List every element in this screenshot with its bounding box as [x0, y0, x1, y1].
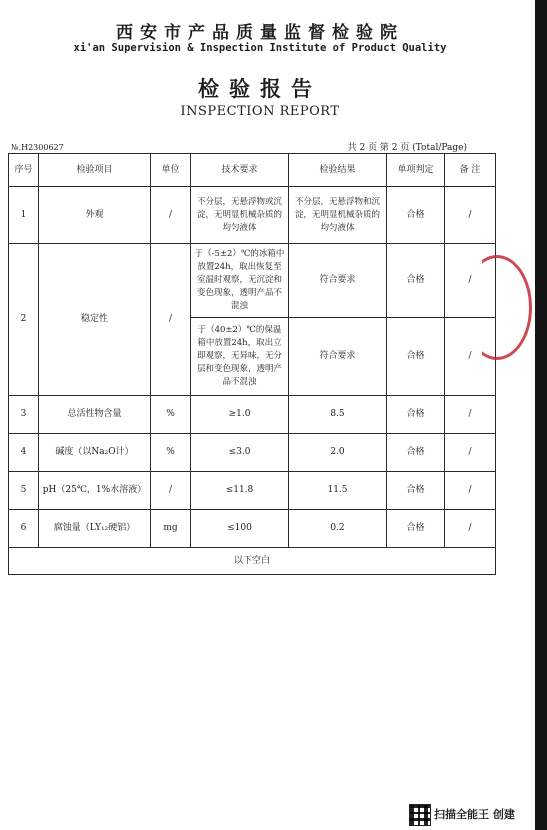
row-unit: / — [151, 187, 191, 244]
report-title-cn: 检验报告 — [198, 76, 322, 101]
row-remark: / — [445, 318, 496, 396]
row-judgement: 合格 — [387, 396, 445, 434]
col-header-remark: 备 注 — [445, 154, 496, 187]
scanner-watermark: 扫描全能王 创建 — [434, 808, 515, 821]
row-judgement: 合格 — [387, 472, 445, 510]
report-number: №.H2300627 — [11, 143, 64, 152]
row-result: 11.5 — [289, 472, 387, 510]
row-no: 3 — [9, 396, 39, 434]
col-header-result: 检验结果 — [289, 154, 387, 187]
row-no: 2 — [9, 244, 39, 396]
row-unit: mg — [151, 510, 191, 548]
row-result: 0.2 — [289, 510, 387, 548]
row-item: 外观 — [39, 187, 151, 244]
scan-edge — [535, 0, 547, 830]
row-no: 4 — [9, 434, 39, 472]
row-remark: / — [445, 244, 496, 318]
inspection-table — [8, 153, 496, 575]
row-judgement: 合格 — [387, 510, 445, 548]
row-judgement: 合格 — [387, 244, 445, 318]
col-header-item: 检验项目 — [39, 154, 151, 187]
org-name-cn: 西安市产品质量监督检验院 — [116, 23, 404, 43]
table-row — [9, 187, 496, 244]
row-remark: / — [445, 187, 496, 244]
row-item: pH（25℃，1%水溶液） — [39, 472, 151, 510]
row-result: 2.0 — [289, 434, 387, 472]
qr-code-icon — [409, 804, 431, 826]
row-unit: / — [151, 244, 191, 396]
org-name-en: xi'an Supervision & Inspection Institute of Product Quality — [73, 42, 447, 54]
row-item: 碱度（以Na₂O计） — [39, 434, 151, 472]
row-judgement: 合格 — [387, 187, 445, 244]
row-unit: % — [151, 434, 191, 472]
row-requirement: ≤11.8 — [191, 472, 289, 510]
col-header-judgement: 单项判定 — [387, 154, 445, 187]
table-row — [9, 510, 496, 548]
row-judgement: 合格 — [387, 318, 445, 396]
row-result: 符合要求 — [289, 318, 387, 396]
row-remark: / — [445, 472, 496, 510]
row-no: 1 — [9, 187, 39, 244]
table-row — [9, 472, 496, 510]
row-requirement: 于（-5±2）℃的冰箱中放置24h，取出恢复至室温时观察，无沉淀和变色现象，透明产品不混浊 — [191, 244, 289, 318]
col-header-requirement: 技术要求 — [191, 154, 289, 187]
blank-below-note: 以下空白 — [9, 548, 496, 575]
page-info: 共 2 页 第 2 页 (Total/Page) — [347, 143, 467, 153]
row-remark: / — [445, 396, 496, 434]
row-item: 总活性物含量 — [39, 396, 151, 434]
row-result: 符合要求 — [289, 244, 387, 318]
row-no: 5 — [9, 472, 39, 510]
row-remark: / — [445, 510, 496, 548]
row-item: 稳定性 — [39, 244, 151, 396]
row-requirement: ≤3.0 — [191, 434, 289, 472]
col-header-unit: 单位 — [151, 154, 191, 187]
row-result: 不分层，无悬浮物和沉淀，无明显机械杂质的均匀液体 — [289, 187, 387, 244]
row-item: 腐蚀量（LY₁₂硬铝） — [39, 510, 151, 548]
table-row — [9, 244, 496, 318]
row-result: 8.5 — [289, 396, 387, 434]
row-requirement: ≤100 — [191, 510, 289, 548]
row-requirement: 于（40±2）℃的保温箱中放置24h，取出立即观察，无异味，无分层和变色现象，透明产品不混浊 — [191, 318, 289, 396]
row-remark: / — [445, 434, 496, 472]
table-row — [9, 396, 496, 434]
table-row — [9, 434, 496, 472]
table-footer-row — [9, 548, 496, 575]
col-header-no: 序号 — [9, 154, 39, 187]
row-unit: / — [151, 472, 191, 510]
row-unit: % — [151, 396, 191, 434]
row-judgement: 合格 — [387, 434, 445, 472]
row-requirement: ≥1.0 — [191, 396, 289, 434]
report-title-en: INSPECTION REPORT — [180, 104, 340, 119]
row-no: 6 — [9, 510, 39, 548]
row-requirement: 不分层，无悬浮物或沉淀，无明显机械杂质的均匀液体 — [191, 187, 289, 244]
table-header-row — [9, 154, 496, 187]
